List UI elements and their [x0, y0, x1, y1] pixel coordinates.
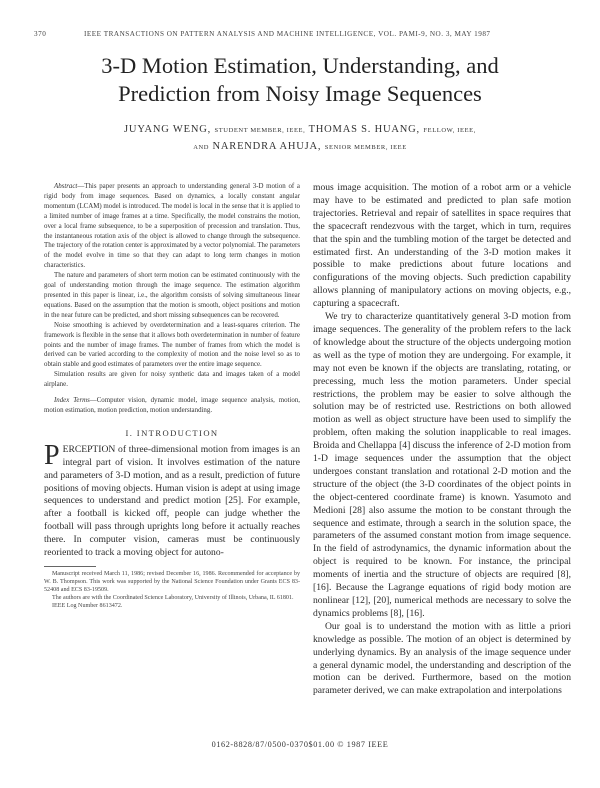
index-terms-label: Index Terms: [54, 397, 90, 405]
copyright-code: 0162-8828/87/0500-0370$01.00 © 1987 IEEE: [211, 740, 389, 749]
abstract-label: Abstract: [54, 183, 78, 190]
left-column: [44, 182, 300, 610]
footnote-affiliation: The authors are with the Coordinated Science Laboratory, University of Illinois, Urbana, IL 61801.: [52, 595, 294, 601]
abstract-p3: Noise smoothing is achieved by overdetermination and a least-squares criterion. The framework is flexible in the sense that it allows both overdetermination in number of feature points and the number of image frames. The number of frames from which the model is derived can be varied according to the complexity of motion and the noise level so as to obtain stable and good estimates of parameters over the entire image sequence.: [44, 321, 300, 369]
right-column-text: [313, 182, 571, 698]
abstract: [44, 182, 300, 416]
intro-paragraph-1: ERCEPTION of three-dimensional motion from images is an integral part of vision. It involves estimation of the nature and parameters of 3-D motion, and as a result, prediction of future positions of moving objects. Human vision is adept at using image sequences to understand and predict motion [25]. For example, after a football is kicked off, people can judge whether the football will pass through uprights long before it actually reaches there. In computer vision, cameras must be continuously reoriented to track a moving object for autono-: [44, 443, 300, 559]
paper-title: [0, 52, 600, 108]
author-2-membership: FELLOW, IEEE,: [423, 127, 476, 134]
index-terms: —Computer vision, dynamic model, image sequence analysis, motion, motion estimation, motion prediction, motion understanding.: [44, 397, 300, 414]
right-column: [313, 182, 571, 698]
section-heading-introduction: I. INTRODUCTION: [125, 427, 219, 438]
page-number: 370: [34, 30, 47, 38]
right-paragraph-2: We try to characterize quantitatively general 3-D motion from image sequences. The generality of the problem refers to the lack of knowledge about the structure of the objects undergoing motion as well as the type of motion they are undergoing. For example, it may not even be known if the objects are translating, rotating, or precessing, much less the motion parameters. Under special restrictions, the problem may be easier to solve although the solution may be of restricted use. Restrictions on both allowed motion as well as object structure have been used to simplify the problem, often making the solution inapplicable to real images. Broida and Chellappa [4] discuss the inference of 2-D motion from 1-D image sequences under the assumption that the object undergoes constant translation and rotational 2-D motion and the structure of the object (the 3-D coordinates of the object points in the object-centered coordinate frame) is known. Yasumoto and Medioni [28] also assume the motion to be constant through the sequence and estimate, through a search in the solution space, the parameters of the assumed constant motion from image sequence. In the field of astrodynamics, the dynamic information about the object is required to be known. For instance, the principal moments of inertia and the structure of objects are required [8], [16]. Because the Lagrange equations of rigid body motion are nonlinear [12], [20], numerical methods are necessary to solve the dynamics problems [8], [16].: [313, 311, 571, 619]
title-line-2: Prediction from Noisy Image Sequences: [118, 81, 482, 106]
footnote: [44, 570, 300, 610]
abstract-p2: The nature and parameters of short term motion can be estimated continuously with the goal of understanding motion through the image sequence. The estimation algorithm presented in this paper is linear, i.e., the algorithm consists of solving simultaneous linear equations. Based on the assumption that the motion is smooth, object positions and motion in the near future can be predicted, and short missing subsequences can be recovered.: [44, 272, 300, 319]
abstract-p4: Simulation results are given for noisy synthetic data and images taken of a model airplane.: [44, 371, 300, 389]
journal-line: IEEE TRANSACTIONS ON PATTERN ANALYSIS AND MACHINE INTELLIGENCE, VOL. PAMI-9, NO. 3, MAY 1987: [84, 30, 491, 38]
author-block: [0, 122, 600, 156]
title-line-1: 3-D Motion Estimation, Understanding, and: [101, 53, 499, 78]
footnote-manuscript: Manuscript received March 11, 1986; revised December 16, 1986. Recommended for acceptance by W. B. Thompson. This work was supported by the National Science Foundation under Grants ECS 83-52408 and ECS 83-19509.: [44, 571, 300, 593]
author-3-name: NARENDRA AHUJA,: [212, 141, 322, 152]
right-paragraph-1: mous image acquisition. The motion of a robot arm or a vehicle may have to be estimated and predicted to plan safe motion trajectories. Retrieval and repair of satellites in space requires that the spacecraft rendezvous with the target, which in turn, requires that the spin and the tumbling motion of the target be detected and estimated first. An understanding of the 3-D motion makes it possible to make predictions about future locations and configurations of the moving objects. Such prediction capability allows planning of manipulatory actions on moving objects, e.g., capturing a spacecraft.: [313, 182, 571, 310]
drop-cap: P: [44, 439, 60, 471]
author-1-name: JUYANG WENG,: [124, 124, 212, 135]
abstract-p1: —This paper presents an approach to understanding general 3-D motion of a rigid body from image sequences. Based on dynamics, a locally constant angular momentum (LCAM) model is introduced. The model is local in the sense that it is applied to a limited number of image frames at a time. Specifically, the model constrains the motion, over a local frame subsequence, to be a superposition of precession and translation. Thus, the instantaneous rotation axis of the object is allowed to change through the subsequence. The trajectory of the rotation center is approximated by a vector polynomial. The parameters of the model evolve in time so that they can adapt to long term changes in motion characteristics.: [44, 183, 300, 270]
author-2-name: THOMAS S. HUANG,: [308, 124, 420, 135]
introduction-text: [44, 439, 300, 560]
footnote-rule: [44, 566, 96, 567]
right-paragraph-3: Our goal is to understand the motion with as little a priori knowledge as possible. The motion of an object is determined by underlying dynamics. By an analysis of the image sequence under a general dynamic model, the understanding and description of the motion can be derived. Furthermore, based on the motion parameter derived, we can make extrapolation and interpolations: [313, 620, 571, 697]
author-and: AND: [193, 144, 210, 151]
author-1-membership: STUDENT MEMBER, IEEE,: [214, 127, 306, 134]
author-3-membership: SENIOR MEMBER, IEEE: [324, 144, 407, 151]
footnote-log-number: IEEE Log Number 8613472.: [52, 603, 123, 609]
